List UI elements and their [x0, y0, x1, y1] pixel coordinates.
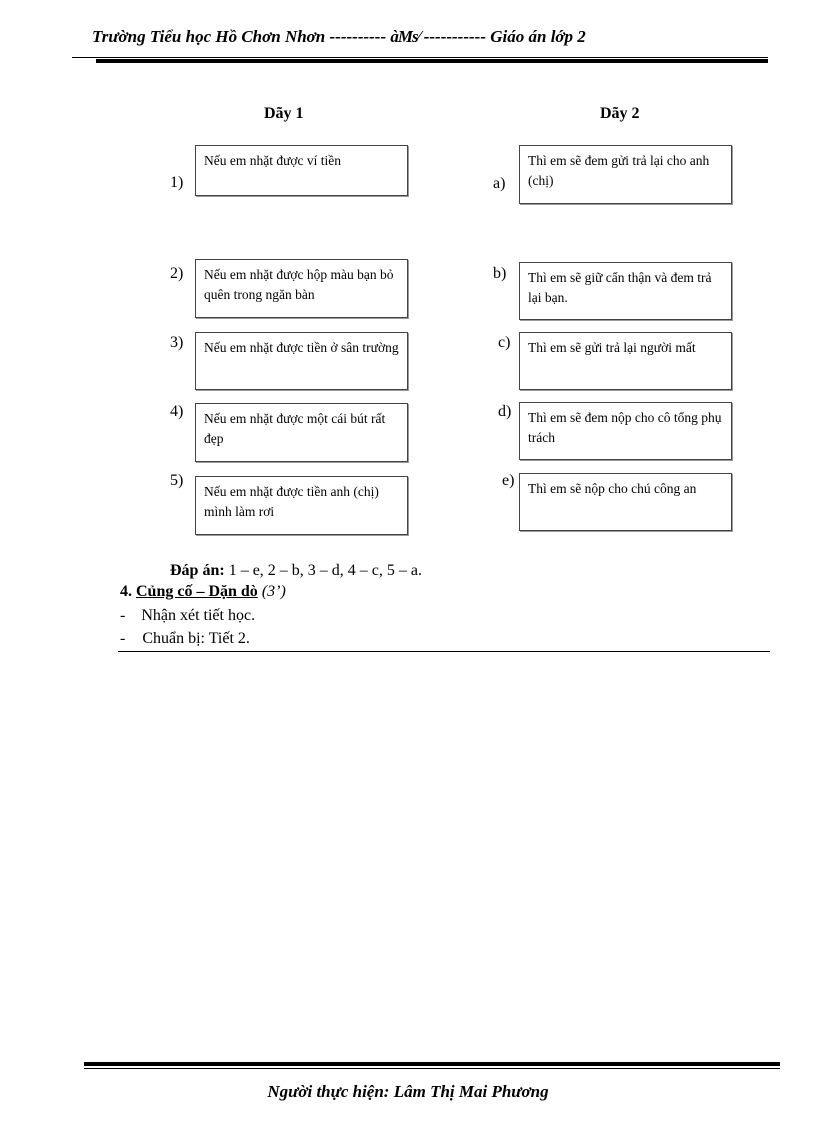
- left-item-box: Nếu em nhặt được hộp màu bạn bỏ quên trong ngăn bàn: [195, 259, 408, 318]
- right-item-box: Thì em sẽ đem gửi trả lại cho anh (chị): [519, 145, 732, 204]
- right-item-box: Thì em sẽ đem nộp cho cô tổng phụ trách: [519, 402, 732, 460]
- answer-text: 1 – e, 2 – b, 3 – d, 4 – c, 5 – a.: [224, 562, 422, 579]
- right-item-letter: b): [493, 265, 507, 282]
- section-heading: [120, 583, 286, 601]
- header-dashes-right: -----------: [423, 27, 486, 46]
- left-item-number: 3): [170, 334, 184, 351]
- right-item-letter: e): [502, 472, 515, 489]
- header-rule-thick: [96, 59, 768, 63]
- header-ornament: àMs∕: [390, 27, 420, 46]
- right-item-letter: a): [493, 175, 506, 192]
- bullet-text: Chuẩn bị: Tiết 2.: [142, 630, 250, 647]
- bullet-text: Nhận xét tiết học.: [141, 607, 256, 624]
- left-item-box: Nếu em nhặt được ví tiền: [195, 145, 408, 196]
- column-title-left: Dãy 1: [264, 105, 304, 122]
- bullet-item: [120, 630, 250, 648]
- page-header: [92, 27, 586, 47]
- answer-label: Đáp án:: [170, 562, 225, 579]
- section-number: 4.: [120, 583, 136, 600]
- header-rule-thin: [72, 57, 768, 58]
- bullet-dash: -: [120, 607, 126, 624]
- right-item-letter: c): [498, 334, 511, 351]
- left-item-number: 2): [170, 265, 184, 282]
- section-title: Củng cố – Dặn dò: [136, 583, 258, 600]
- column-title-right: Dãy 2: [600, 105, 640, 122]
- right-item-box: Thì em sẽ nộp cho chú công an: [519, 473, 732, 531]
- section-end-rule: [118, 651, 770, 652]
- section-time: (3’): [257, 583, 286, 600]
- footer-rule-thin: [84, 1068, 780, 1069]
- right-item-letter: d): [498, 403, 512, 420]
- footer-author: Người thực hiện: Lâm Thị Mai Phương: [267, 1082, 549, 1101]
- school-name: Trường Tiểu học Hồ Chơn Nhơn: [92, 27, 326, 46]
- bullet-dash: -: [120, 630, 126, 647]
- left-item-number: 4): [170, 403, 184, 420]
- left-item-number: 5): [170, 472, 184, 489]
- answer-line: [170, 562, 422, 580]
- grade-label: Giáo án lớp 2: [490, 27, 586, 46]
- left-item-box: Nếu em nhặt được tiền ở sân trường: [195, 332, 408, 390]
- bullet-item: [120, 607, 255, 625]
- left-item-number: 1): [170, 174, 184, 191]
- header-dashes-left: ----------: [329, 27, 387, 46]
- left-item-box: Nếu em nhặt được một cái bút rất đẹp: [195, 403, 408, 462]
- right-item-box: Thì em sẽ giữ cẩn thận và đem trả lại bạn.: [519, 262, 732, 320]
- left-item-box: Nếu em nhặt được tiền anh (chị) mình làm rơi: [195, 476, 408, 535]
- footer-rule-thick: [84, 1062, 780, 1066]
- right-item-box: Thì em sẽ gửi trả lại người mất: [519, 332, 732, 390]
